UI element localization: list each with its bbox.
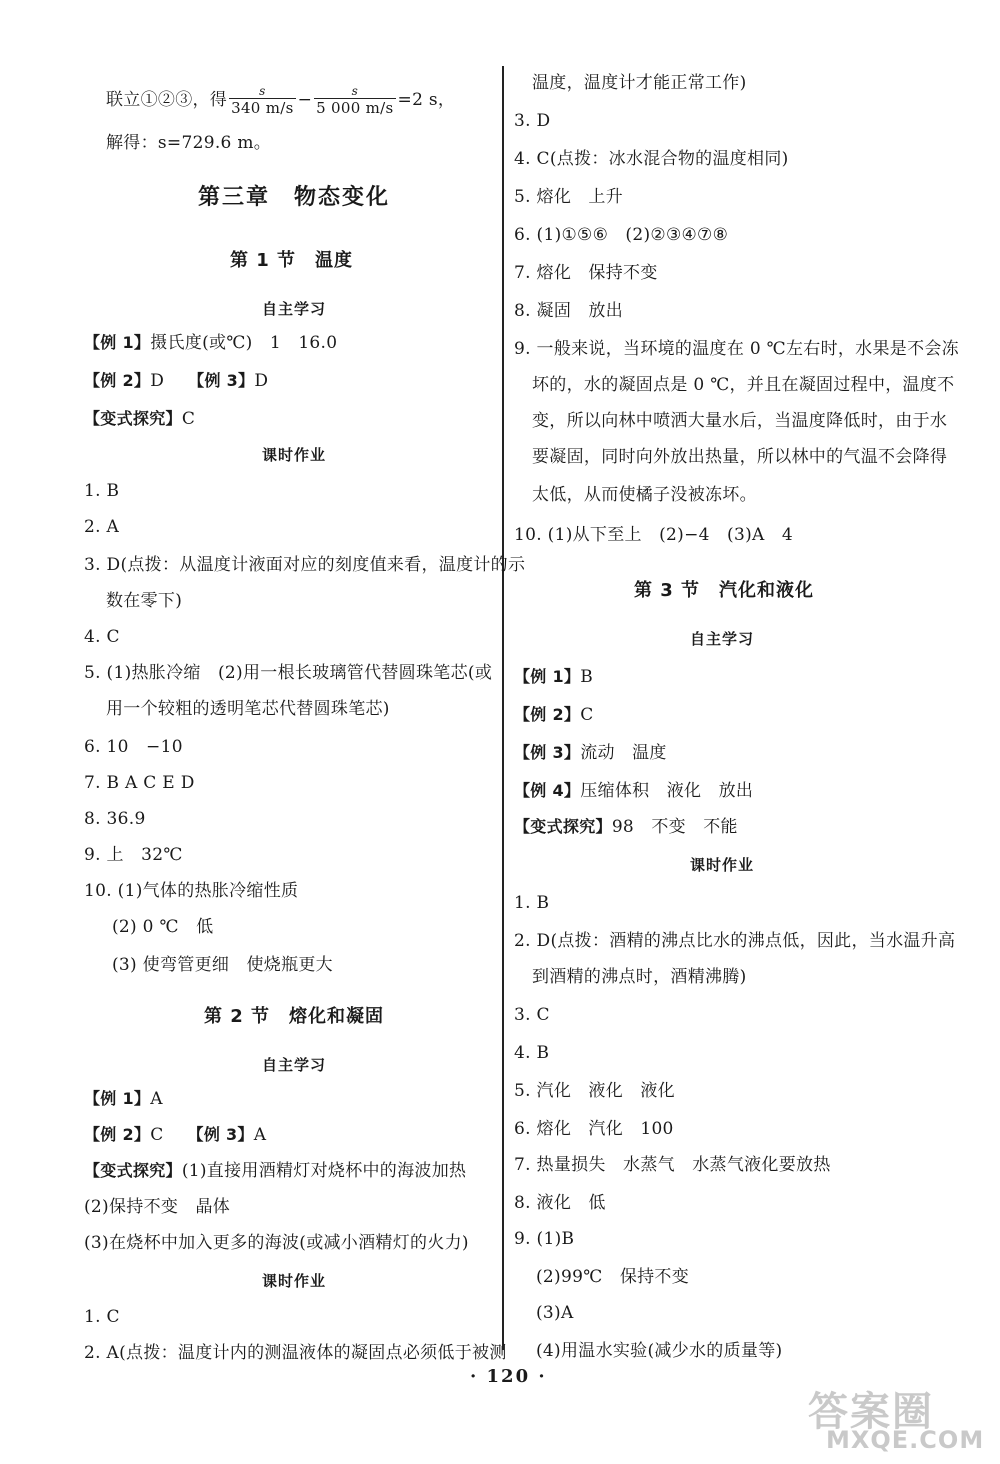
example-tag: 【例 2】 [84,1125,151,1144]
answer-item: 1. B [514,893,550,913]
sec3-example-1 [514,666,593,688]
sec2-variant-2: (2)保持不变 晶体 [84,1197,231,1217]
example-tag: 【例 1】 [514,667,581,686]
equation-minus: − [297,90,313,110]
sec2-variant [84,1160,466,1182]
example-tag: 【例 3】 [187,1125,254,1144]
example-answer: C [580,705,594,725]
chapter-title: 第三章 物态变化 [198,185,391,210]
section-2-self-study: 自主学习 [262,1056,327,1074]
example-tag: 【例 1】 [84,333,151,352]
watermark-text: 答案圈 [808,1389,934,1435]
watermark-logo [800,1380,990,1460]
section-1-homework: 课时作业 [262,446,327,464]
example-tag: 【例 3】 [514,743,581,762]
answer-item: 10. (1)从下至上 (2)−4 (3)A 4 [514,525,794,545]
equation-prefix: 联立①②③，得 [106,90,228,110]
fraction-1-denominator: 340 m/s [231,99,294,117]
sec2-variant-3: (3)在烧杯中加入更多的海波(或减小酒精灯的火力) [84,1233,469,1253]
section-3-title: 第 3 节 汽化和液化 [634,580,815,601]
answer-item: 1. B [84,481,120,501]
answer-item-cont: (2)99℃ 保持不变 [536,1267,690,1287]
answer-item: 7. 热量损失 水蒸气 水蒸气液化要放热 [514,1155,831,1175]
sec3-example-2 [514,704,594,726]
answer-item-cont: (2) 0 ℃ 低 [112,917,214,937]
section-3-homework: 课时作业 [690,856,755,874]
example-answer: C [150,1125,164,1145]
example-tag: 【例 1】 [84,1089,151,1108]
answer-item: 7. B A C E D [84,773,195,793]
example-tag: 【例 2】 [514,705,581,724]
answer-item-cont: (3) 使弯管更细 使烧瓶更大 [112,955,333,975]
answer-item: 2. A [84,517,120,537]
answer-item: 2. A(点拨：温度计内的测温液体的凝固点必须低于被测 [84,1343,507,1363]
example-answer: A [150,1089,163,1109]
answer-item: 1. C [84,1307,120,1327]
answer-item: 2. D(点拨：酒精的沸点比水的沸点低，因此，当水温升高 [514,931,956,951]
page-number: · 120 · [470,1366,547,1387]
answer-item-cont: (4)用温水实验(减少水的质量等) [536,1341,783,1361]
fraction-2 [314,84,395,117]
variant-tag: 【变式探究】 [84,409,182,428]
answer-item: 4. C [84,627,120,647]
answer-item: 7. 熔化 保持不变 [514,263,658,283]
answer-item: 6. 10 −10 [84,737,183,757]
answer-item: 4. B [514,1043,550,1063]
watermark-url: MXQE.COM [826,1426,985,1454]
answer-item: 9. 一般来说，当环境的温度在 0 ℃左右时，水果是不会冻 [514,339,959,359]
fraction-1 [229,84,295,117]
sec1-variant [84,408,195,430]
variant-answer: 98 不变 不能 [611,817,738,837]
answer-item-cont: 太低，从而使橘子没被冻坏。 [532,485,757,505]
answer-item: 5. (1)热胀冷缩 (2)用一根长玻璃管代替圆珠笔芯(或 [84,663,493,683]
example-answer: 压缩体积 液化 放出 [580,781,754,801]
answer-item: 8. 36.9 [84,809,146,829]
fraction-2-denominator: 5 000 m/s [316,99,394,117]
fraction-1-numerator: s [259,84,266,98]
equation-line [106,84,455,117]
answer-item-cont: 坏的，水的凝固点是 0 ℃，并且在凝固过程中，温度不 [532,375,955,395]
sec1-example-1 [84,332,337,354]
example-answer: D [150,371,165,391]
answer-item: 6. 熔化 汽化 100 [514,1119,674,1139]
equation-suffix: =2 s， [397,90,456,110]
answer-item: 5. 熔化 上升 [514,187,624,207]
sec3-variant [514,816,738,838]
answer-item: 9. (1)B [514,1229,575,1249]
answer-item-cont: 到酒精的沸点时，酒精沸腾) [532,967,747,987]
answer-item-cont: (3)A [536,1303,574,1323]
answer-item: 3. D [514,111,551,131]
sec1-example-2-3 [84,370,268,392]
answer-item-cont: 要凝固，同时向外放出热量，所以林中的气温不会降得 [532,447,948,467]
example-answer: A [253,1125,267,1145]
answer-item: 10. (1)气体的热胀冷缩性质 [84,881,299,901]
answer-item-cont: 用一个较粗的透明笔芯代替圆珠笔芯) [106,699,390,719]
answer-item-cont: 数在零下) [106,591,183,611]
answer-item-cont: 温度，温度计才能正常工作) [532,73,747,93]
answer-item: 8. 液化 低 [514,1193,606,1213]
answer-item-cont: 变，所以向林中喷洒大量水后，当温度降低时，由于水 [532,411,948,431]
section-2-title: 第 2 节 熔化和凝固 [204,1006,385,1027]
answer-item: 3. C [514,1005,550,1025]
example-answer: D [254,371,269,391]
sec2-example-1 [84,1088,163,1110]
section-1-self-study: 自主学习 [262,300,327,318]
example-tag: 【例 2】 [84,371,151,390]
answer-item: 4. C(点拨：冰水混合物的温度相同) [514,149,789,169]
answer-item: 8. 凝固 放出 [514,301,624,321]
sec3-example-3 [514,742,667,764]
section-2-homework: 课时作业 [262,1272,327,1290]
variant-answer: C [181,409,196,429]
sec3-example-4 [514,780,753,802]
solve-line: 解得：s=729.6 m。 [106,133,272,153]
example-answer: B [580,667,594,687]
example-answer: 流动 温度 [580,743,667,763]
section-3-self-study: 自主学习 [690,630,755,648]
section-1-title: 第 1 节 温度 [230,250,354,271]
example-answer: 摄氏度(或℃) 1 16.0 [150,333,338,353]
answer-item: 5. 汽化 液化 液化 [514,1081,675,1101]
sec2-example-2-3 [84,1124,266,1146]
answer-item: 9. 上 32℃ [84,845,183,865]
variant-tag: 【变式探究】 [514,817,612,836]
column-divider [502,66,504,1350]
example-tag: 【例 4】 [514,781,581,800]
answer-item: 3. D(点拨：从温度计液面对应的刻度值来看，温度计的示 [84,555,526,575]
variant-answer: (1)直接用酒精灯对烧杯中的海波加热 [181,1161,467,1181]
variant-tag: 【变式探究】 [84,1161,182,1180]
example-tag: 【例 3】 [188,371,255,390]
answer-item: 6. (1)①⑤⑥ (2)②③④⑦⑧ [514,225,729,245]
fraction-2-numerator: s [351,84,359,98]
